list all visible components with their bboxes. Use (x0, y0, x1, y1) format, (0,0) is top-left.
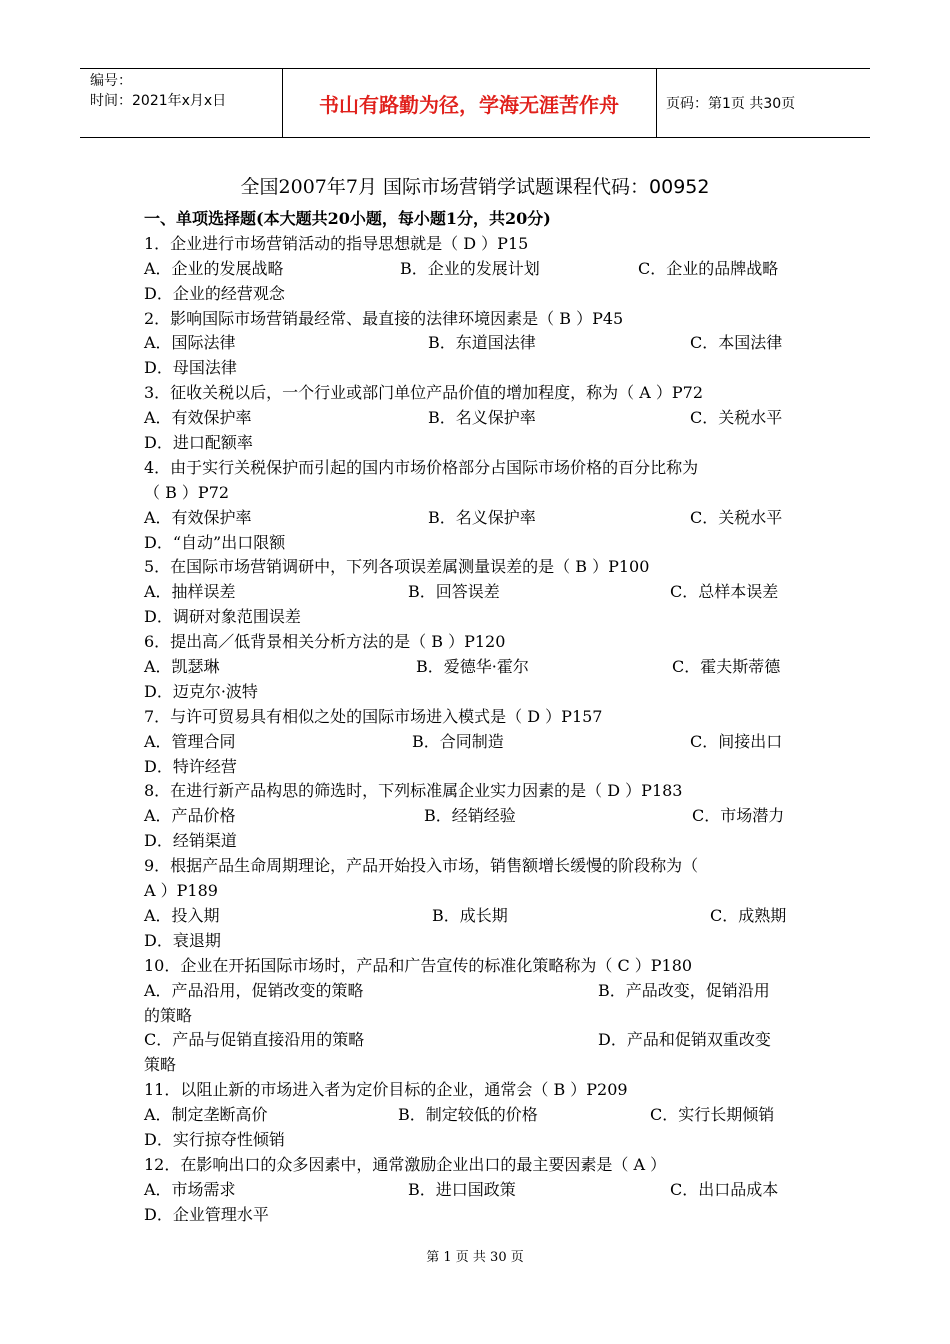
options-row (144, 506, 808, 531)
options-row (144, 904, 808, 929)
question-12: 12．在影响出口的众多因素中，通常激励企业出口的最主要因素是（ A ） (144, 1154, 667, 1174)
option-d: D．实行掠夺性倾销 (144, 1129, 285, 1149)
option-c: C．产品与促销直接沿用的策略 (144, 1030, 365, 1050)
option-a: A．产品价格 (144, 806, 236, 826)
options-row (144, 406, 808, 431)
option-d: D．进口配额率 (144, 433, 253, 453)
option-d: D．“自动”出口限额 (144, 532, 286, 552)
options-row (144, 1028, 808, 1053)
option-b: B．名义保护率 (428, 408, 536, 428)
header-motto: 书山有路勤为径，学海无涯苦作舟 (319, 92, 619, 117)
question-4-cont: （ B ）P72 (144, 482, 230, 502)
option-c: C．实行长期倾销 (650, 1105, 775, 1125)
code-label: 编号： (90, 73, 132, 89)
option-d: D．产品和促销双重改变 (598, 1030, 771, 1050)
options-row (144, 1103, 808, 1128)
header-meta (90, 71, 226, 111)
page-title (0, 174, 950, 200)
question-1: 1．企业进行市场营销活动的指导思想就是（ D ）P15 (144, 233, 529, 253)
option-d: D．母国法律 (144, 358, 237, 378)
option-a: A．管理合同 (144, 731, 236, 751)
option-b: B．爱德华·霍尔 (416, 657, 529, 677)
option-c: C．企业的品牌战略 (638, 258, 779, 278)
question-7: 7．与许可贸易具有相似之处的国际市场进入模式是（ D ）P157 (144, 706, 603, 726)
option-c: C．关税水平 (690, 507, 783, 527)
title-subject: 国际市场营销学试题课程代码：00952 (383, 176, 710, 198)
header-page-info: 页码：第1页 共30页 (666, 96, 796, 112)
option-c: C．关税水平 (690, 408, 783, 428)
question-10: 10．企业在开拓国际市场时，产品和广告宣传的标准化策略称为（ C ）P180 (144, 955, 693, 975)
header-divider (656, 69, 657, 137)
option-d: D．企业管理水平 (144, 1204, 269, 1224)
options-row (144, 1178, 808, 1203)
option-b: B．产品改变，促销沿用 (598, 980, 770, 1000)
document-header (80, 68, 870, 138)
option-c: C．出口品成本 (670, 1179, 779, 1199)
option-b: B．成长期 (432, 905, 508, 925)
option-b: B．进口国政策 (408, 1179, 516, 1199)
options-row (144, 257, 808, 282)
option-b: B．名义保护率 (428, 507, 536, 527)
option-c: C．成熟期 (710, 905, 787, 925)
option-d: D．企业的经营观念 (144, 283, 285, 303)
option-a: A．凯瑟琳 (144, 657, 220, 677)
option-c: C．霍夫斯蒂德 (672, 657, 781, 677)
option-d: D．调研对象范围误差 (144, 607, 301, 627)
option-a: A．市场需求 (144, 1179, 236, 1199)
options-row (144, 804, 808, 829)
option-a: A．有效保护率 (144, 507, 252, 527)
exam-body (144, 207, 808, 1228)
question-4: 4．由于实行关税保护而引起的国内市场价格部分占国际市场价格的百分比称为 (144, 457, 699, 477)
question-9-cont: A ）P189 (144, 881, 218, 901)
option-a: A．国际法律 (144, 333, 236, 353)
option-c: C．本国法律 (690, 333, 783, 353)
option-d: D．特许经营 (144, 756, 237, 776)
option-a: A．产品沿用，促销改变的策略 (144, 980, 364, 1000)
option-b: B．经销经验 (424, 806, 516, 826)
option-a: A．投入期 (144, 905, 220, 925)
option-d: D．经销渠道 (144, 831, 237, 851)
option-a: A．有效保护率 (144, 408, 252, 428)
title-date: 全国2007年7月 (240, 176, 384, 198)
option-b: B．合同制造 (412, 731, 504, 751)
options-row (144, 730, 808, 755)
options-row (144, 580, 808, 605)
options-row (144, 331, 808, 356)
page-footer: 第 1 页 共 30 页 (426, 1250, 524, 1265)
question-9: 9．根据产品生命周期理论，产品开始投入市场，销售额增长缓慢的阶段称为（ (144, 856, 699, 876)
option-a: A．制定垄断高价 (144, 1105, 268, 1125)
option-b: B．回答误差 (408, 582, 500, 602)
question-8: 8．在进行新产品构思的筛选时，下列标准属企业实力因素的是（ D ）P183 (144, 781, 683, 801)
question-3: 3．征收关税以后，一个行业或部门单位产品价值的增加程度，称为（ A ）P72 (144, 383, 704, 403)
option-a: A．抽样误差 (144, 582, 236, 602)
option-d: D．衰退期 (144, 930, 221, 950)
option-b: B．东道国法律 (428, 333, 536, 353)
options-row (144, 655, 808, 680)
option-b: B．制定较低的价格 (398, 1105, 538, 1125)
section-heading: 一、单项选择题(本大题共20小题，每小题1分，共20分) (144, 209, 551, 228)
option-d: D．迈克尔·波特 (144, 681, 258, 701)
option-b: B．企业的发展计划 (400, 258, 540, 278)
question-11: 11．以阻止新的市场进入者为定价目标的企业，通常会（ B ）P209 (144, 1080, 628, 1100)
option-b-cont: 的策略 (144, 1005, 193, 1025)
question-6: 6．提出高／低背景相关分析方法的是（ B ）P120 (144, 632, 506, 652)
option-c: C．间接出口 (690, 731, 783, 751)
option-d-cont: 策略 (144, 1055, 177, 1075)
option-a: A．企业的发展战略 (144, 258, 284, 278)
question-2: 2．影响国际市场营销最经常、最直接的法律环境因素是（ B ）P45 (144, 308, 624, 328)
option-c: C．总样本误差 (670, 582, 779, 602)
date-label: 时间：2021年x月x日 (90, 93, 227, 109)
options-row (144, 979, 808, 1004)
option-c: C．市场潜力 (692, 806, 785, 826)
question-5: 5．在国际市场营销调研中，下列各项误差属测量误差的是（ B ）P100 (144, 557, 650, 577)
